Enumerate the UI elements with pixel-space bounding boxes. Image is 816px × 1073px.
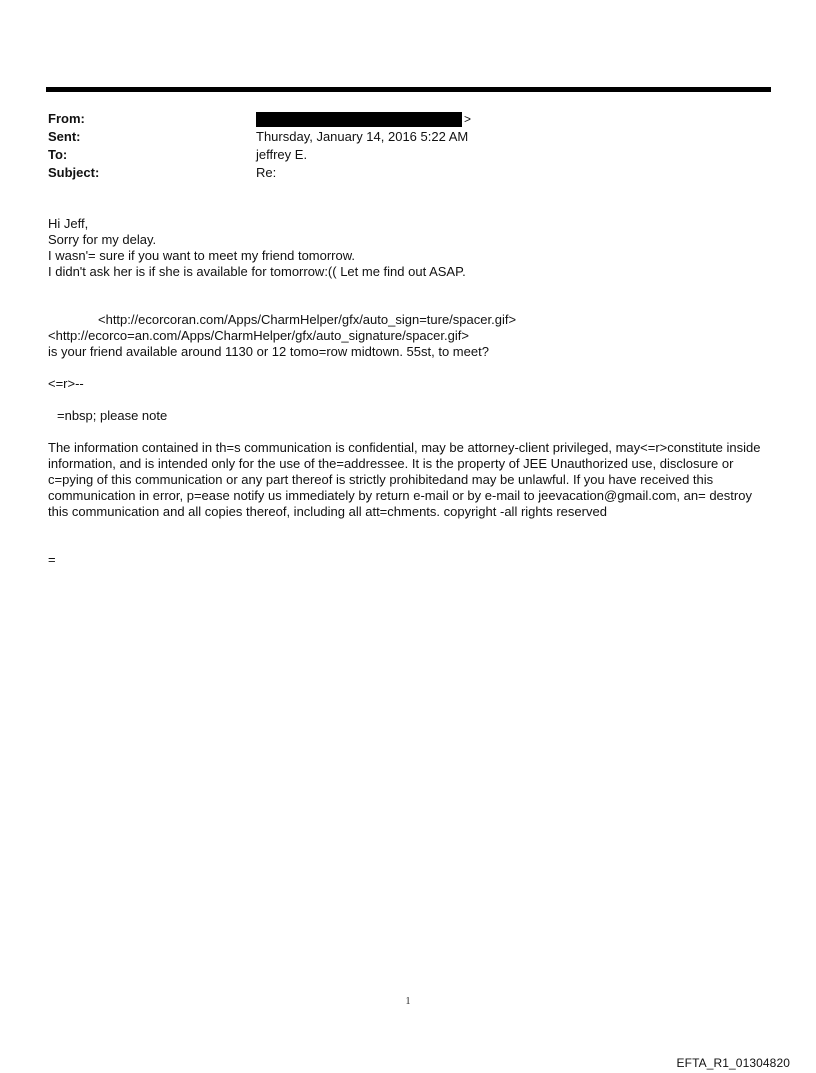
trailing-equals: =: [48, 552, 56, 567]
body-line: Sorry for my delay.: [48, 232, 157, 247]
sent-row: [48, 128, 748, 146]
subject-label: Subject:: [48, 165, 100, 180]
page-number: 1: [405, 996, 411, 1007]
blank-line: [48, 360, 778, 376]
quote-marker: <=r>--: [48, 376, 84, 391]
sent-value: Thursday, January 14, 2016 5:22 AM: [256, 129, 469, 144]
body-line: I wasn'= sure if you want to meet my friend tomorrow.: [48, 248, 356, 263]
signature-url-2: <http://ecorco=an.com/Apps/CharmHelper/gfx/auto_signature/spacer.gif>: [48, 328, 469, 343]
blank-line: [48, 280, 778, 296]
subject-value: Re:: [256, 165, 277, 180]
to-row: [48, 146, 748, 164]
redaction-block: [256, 112, 462, 127]
to-label: To:: [48, 147, 68, 162]
blank-line: [48, 520, 778, 536]
email-body: [48, 216, 778, 568]
greeting: Hi Jeff,: [48, 216, 89, 231]
from-suffix: >: [464, 112, 472, 126]
meeting-question: is your friend available around 1130 or 12 tomo=row midtown. 55st, to meet?: [48, 344, 489, 359]
from-row: [48, 110, 748, 128]
blank-line: [48, 536, 778, 552]
document-id: EFTA_R1_01304820: [676, 1056, 790, 1070]
body-line: I didn't ask her is if she is available for tomorrow:(( Let me find out ASAP.: [48, 264, 466, 279]
signature-url-1: <http://ecorcoran.com/Apps/CharmHelper/gfx/auto_sign=ture/spacer.gif>: [98, 312, 517, 327]
from-value: [256, 110, 748, 128]
header-divider-rule: [46, 87, 771, 92]
blank-line: [48, 296, 778, 312]
blank-line: [48, 424, 778, 440]
to-value: jeffrey E.: [256, 147, 308, 162]
sent-label: Sent:: [48, 129, 81, 144]
please-note: =nbsp; please note: [57, 408, 168, 423]
from-label: From:: [48, 111, 85, 126]
email-header: [48, 110, 748, 182]
blank-line: [48, 392, 778, 408]
confidentiality-disclaimer: The information contained in th=s communication is confidential, may be attorney-client privileged, may<=r>constitute inside information, and is intended only for the use of the=addressee. It is the property of JEE Unauthorized use, disclosure or c=pying of this communication or any part thereof is strictly prohibitedand may be unlawful. If you have received this communication in error, p=ease notify us immediately by return e-mail or by e-mail to jeevacation@gmail.com, an= destroy this communication and all copies thereof, including all att=chments. copyright -all rights reserved: [48, 440, 761, 519]
subject-row: [48, 164, 748, 182]
